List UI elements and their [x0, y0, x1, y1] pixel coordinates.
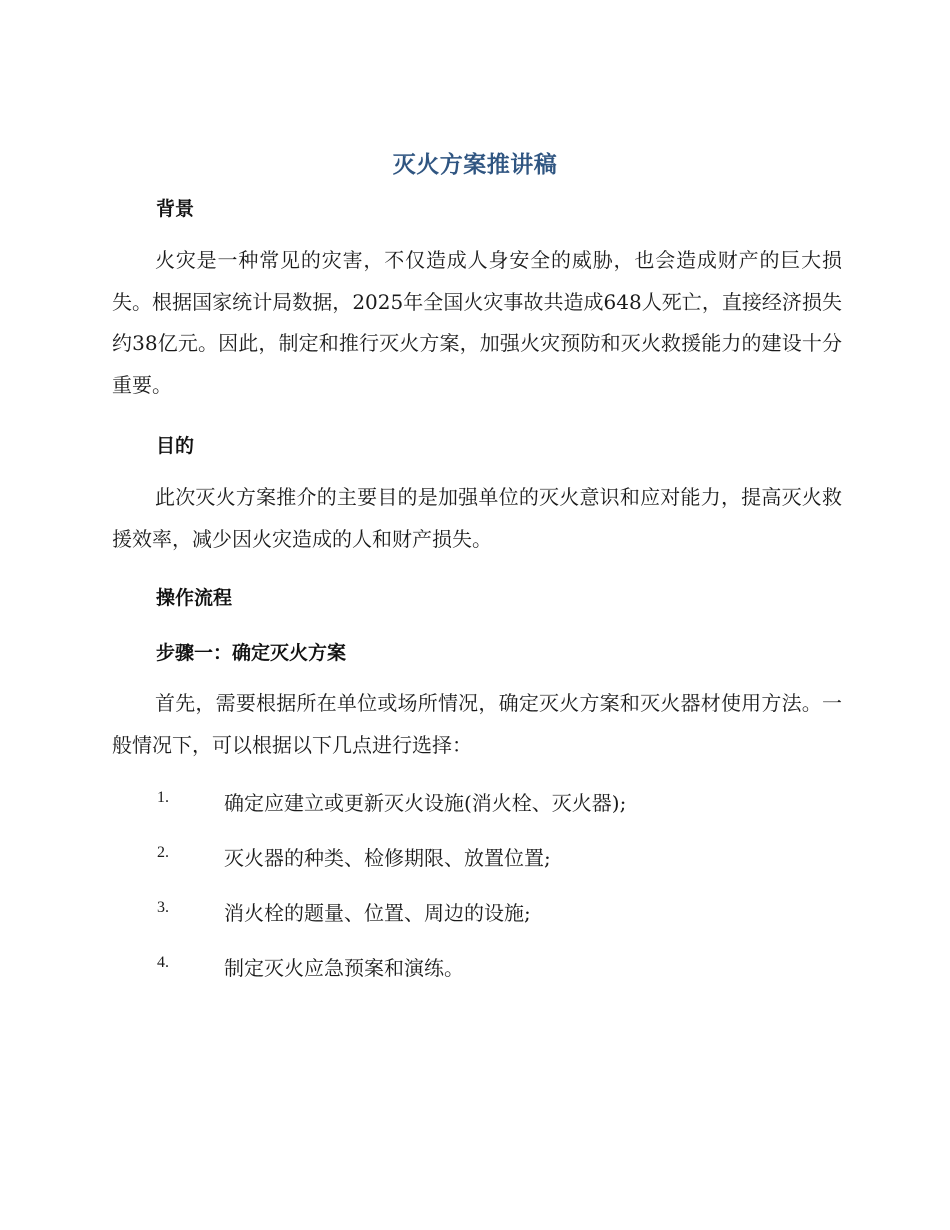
paragraph-background: 火灾是一种常见的灾害，不仅造成人身安全的威胁，也会造成财产的巨大损失。根据国家统计局数据，2025年全国火灾事故共造成648人死亡，直接经济损失约38亿元。因此，制定和推行灭火方案，加强火灾预防和灭火救援能力的建设十分重要。 [112, 248, 842, 397]
heading-purpose: 目的 [156, 435, 195, 457]
list-text: 确定应建立或更新灭火设施(消火栓、灭火器); [224, 791, 627, 815]
list-number: 1. [157, 789, 169, 806]
heading-process: 操作流程 [156, 587, 233, 609]
list-item [157, 787, 857, 817]
list-text: 灭火器的种类、检修期限、放置位置; [224, 846, 551, 870]
list-item [157, 952, 857, 982]
list-text: 消火栓的题量、位置、周边的设施; [224, 901, 531, 925]
paragraph-step-one: 首先，需要根据所在单位或场所情况，确定灭火方案和灭火器材使用方法。一般情况下，可以根据以下几点进行选择： [112, 691, 842, 757]
list-number: 2. [157, 844, 169, 861]
list-text: 制定灭火应急预案和演练。 [224, 956, 464, 980]
heading-step-one: 步骤一：确定灭火方案 [156, 642, 347, 664]
document-title: 灭火方案推讲稿 [392, 152, 558, 178]
heading-background: 背景 [156, 198, 195, 220]
list-item [157, 897, 857, 927]
paragraph-purpose: 此次灭火方案推介的主要目的是加强单位的灭火意识和应对能力，提高灭火救援效率，减少因火灾造成的人和财产损失。 [112, 485, 842, 551]
list-item [157, 842, 857, 872]
list-number: 3. [157, 899, 169, 916]
list-number: 4. [157, 954, 169, 971]
